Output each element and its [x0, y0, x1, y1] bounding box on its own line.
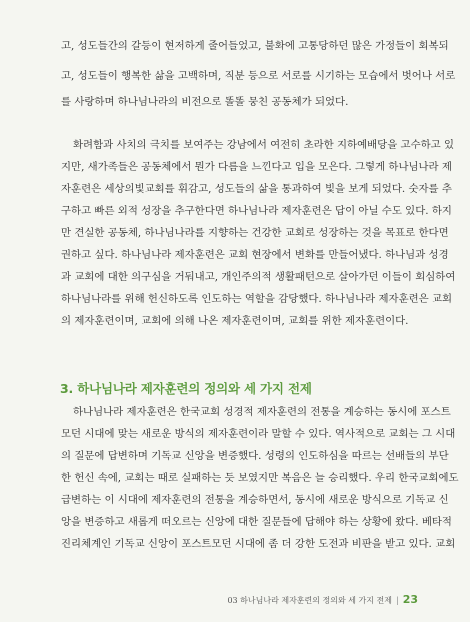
- running-title: 03 하나님나라 제자훈련의 정의와 세 가지 전제: [227, 596, 392, 605]
- text-line: 하나님나라 제자훈련은 한국교회 성경적 제자훈련의 전통을 계승하는 동시에 포스트: [73, 406, 451, 418]
- text-line: 만 견실한 공동체, 하나님나라를 지향하는 건강한 교회로 성장하는 것을 목표로 한다면: [61, 227, 449, 239]
- text-line: 고, 성도들간의 갈등이 현저하게 줄어들었고, 불화에 고통당하던 많은 가정들이 회복되: [61, 40, 449, 52]
- text-line: 앙을 변증하고 새롭게 떠오르는 신앙에 대한 질문들에 답해야 하는 상황에 왔다. 베타적: [61, 516, 452, 528]
- text-line: 고, 성도들이 행복한 삶을 고백하며, 직분 등으로 서로를 시기하는 모습에서 벗어나 서로: [61, 70, 456, 82]
- text-line: 권하고 싶다. 하나님나라 제자훈련은 교회 현장에서 변화를 만들어냈다. 하나님과 성경: [61, 249, 449, 261]
- text-line: 모던 시대에 맞는 새로운 방식의 제자훈련이라 말할 수 있다. 역사적으로 교회는 그 시대: [61, 428, 456, 440]
- text-line: 하나님나라를 위해 헌신하도록 인도하는 역할을 감당했다. 하나님나라 제자훈련은 교회: [61, 293, 453, 305]
- text-line: 의 제자훈련이며, 교회에 의해 나온 제자훈련이며, 교회를 위한 제자훈련이다.: [61, 315, 409, 327]
- page-footer: [227, 593, 418, 606]
- text-line: 구하고 빠른 외적 성장을 추구한다면 하나님나라 제자훈련은 답이 아닐 수도 있다. 하지: [61, 205, 452, 217]
- section-heading: 3. 하나님나라 제자훈련의 정의와 세 가지 전제: [60, 381, 312, 396]
- text-line: 의 질문에 답변하며 기독교 신앙을 변증했다. 성령의 인도하심을 따르는 선배들의 부단: [61, 450, 449, 462]
- text-line: 지만, 새가족들은 공동체에서 뭔가 다름을 느낀다고 입을 모은다. 그렇게 하나님나라 제: [61, 161, 452, 173]
- text-line: 를 사랑하며 하나님나라의 비전으로 똘똘 뭉친 공동체가 되었다.: [61, 96, 349, 108]
- text-line: 한 헌신 속에, 교회는 때로 실패하는 듯 보였지만 복음은 늘 승리했다. 우리 한국교회에도: [61, 472, 459, 484]
- text-line: 급변하는 이 시대에 제자훈련의 전통을 계승하면서, 동시에 새로운 방식으로 기독교 신: [61, 494, 449, 506]
- text-line: 화려함과 사치의 극치를 보여주는 강남에서 여전히 초라한 지하예배당을 고수하고 있: [73, 139, 455, 151]
- text-line: 진리체계인 기독교 신앙이 포스트모던 시대에 좀 더 강한 도전과 비판을 받고 있다. 교회: [61, 538, 456, 550]
- text-line: 과 교회에 대한 의구심을 거둬내고, 개인주의적 생활패턴으로 살아가던 이들이 회심하여: [61, 271, 456, 283]
- text-line: 자훈련은 세상의빛교회를 휘감고, 성도들의 삶을 통과하여 빛을 보게 되었다. 숫자를 추: [61, 183, 452, 195]
- page-number: 23: [402, 593, 418, 606]
- footer-separator: |: [395, 596, 399, 605]
